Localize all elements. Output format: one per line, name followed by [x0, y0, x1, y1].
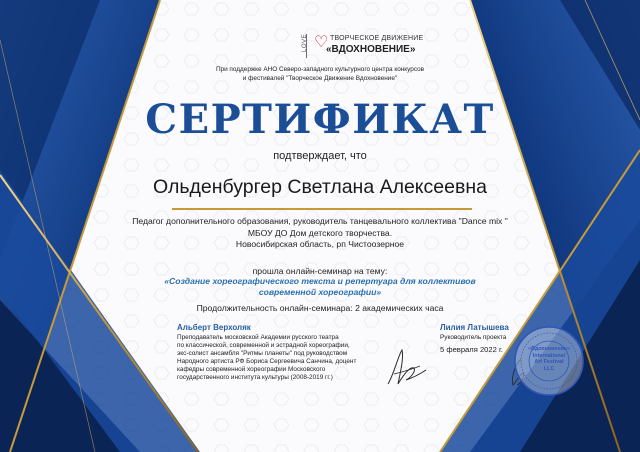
signature-date: 5 февраля 2022 г.	[440, 345, 503, 354]
logo-love-mark: LOVE	[306, 34, 317, 58]
signature-left	[380, 344, 430, 390]
stamp-line-4: LLC	[543, 365, 555, 372]
certificate-title: СЕРТИФИКАТ	[145, 96, 495, 143]
festival-logo	[300, 32, 440, 60]
signatory-left-name: Альберт Верхоляк	[177, 323, 251, 332]
recipient-description: Педагог дополнительного образования, руководитель танцевального коллектива "Dance mix " МБОУ ДО Дом детского творчества. Новосибирская область, рп Чистоозерное	[132, 216, 508, 250]
confirms-text: подтверждает, что	[273, 150, 367, 162]
seminar-topic: «Создание хореографического текста и репертуара для коллективов современной хореографии»	[164, 276, 476, 297]
signatory-left	[177, 323, 397, 382]
gold-divider	[172, 208, 472, 210]
heart-icon: ♡	[314, 34, 329, 51]
logo-line-2: «ВДОХНОВЕНИЕ»	[326, 44, 416, 55]
support-text: При поддержке АНО Северо-западного культурного центра конкурсов и фестивалей "Творческое Движение Вдохновение"	[215, 66, 425, 82]
logo-line-1: ТВОРЧЕСКОЕ ДВИЖЕНИЕ	[330, 35, 424, 42]
stamp-line-3: Art Festival	[534, 359, 564, 366]
signatory-right-role: Руководитель проекта	[440, 334, 507, 341]
official-stamp	[512, 324, 586, 398]
stamp-line-2: International	[532, 352, 566, 359]
stamp-line-1: «Вдохновение»	[528, 346, 570, 352]
signatory-right-name: Лилия Латышева	[440, 323, 509, 332]
seminar-duration: Продолжительность онлайн-семинара: 2 академических часа	[196, 303, 444, 313]
signatory-left-credentials: Преподаватель московской Академии русского театра по классической, современной и эстрадной хореографии, экс-солист ансамбля "Ритмы планеты" под руководством Народного артиста РФ Бориса Сергеевича Санчина, доцент кафедры современной хореографии Московского государственного института культуры (2008-2019 гг.)	[177, 334, 357, 381]
passed-label: прошла онлайн-семинар на тему:	[252, 266, 388, 276]
recipient-name: Ольденбургер Светлана Алексеевна	[153, 176, 487, 198]
